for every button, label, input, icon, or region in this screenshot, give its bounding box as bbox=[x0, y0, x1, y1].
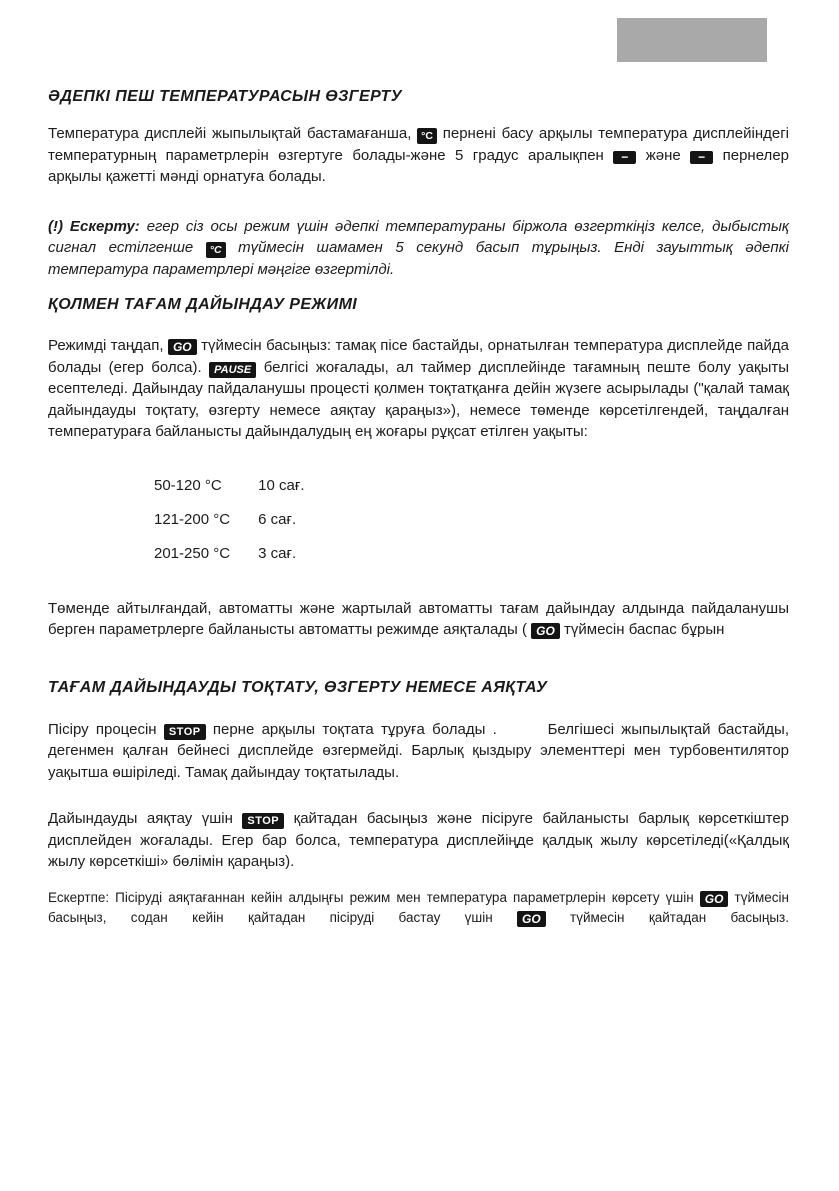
paragraph-default-temperature bbox=[48, 123, 789, 188]
text-run: түймесін баспас бұрын bbox=[564, 621, 725, 638]
go-key-icon: GO bbox=[168, 339, 197, 355]
table-row bbox=[154, 537, 789, 571]
text-run: түймесін шамамен 5 секунд басып тұрыңыз. Енді зауыттық әдепкі температура параметрлері мәңгіге өзгертілді. bbox=[48, 239, 789, 278]
paragraph-footnote bbox=[48, 888, 789, 928]
heading-manual-cooking-mode: ҚОЛМЕН ТАҒАМ ДАЙЫНДАУ РЕЖИМІ bbox=[48, 296, 358, 313]
text-run: Ескертпе: Пісіруді аяқтағаннан кейін алдыңғы режим мен температура параметрлерін көрсету үшін bbox=[48, 889, 694, 905]
heading-change-default-temperature: ӘДЕПКІ ПЕШ ТЕМПЕРАТУРАСЫН ӨЗГЕРТУ bbox=[48, 88, 402, 105]
paragraph-end-cooking bbox=[48, 808, 789, 873]
warning-lead: (!) Ескерту: bbox=[48, 217, 140, 235]
text-run: пернелер арқылы қажетті мәнді орнатуға болады. bbox=[48, 146, 789, 185]
celsius-key-icon: °C bbox=[417, 128, 437, 144]
max-duration: 3 сағ. bbox=[258, 544, 297, 562]
temperature-range: 201-250 °C bbox=[154, 544, 231, 562]
minus-key-icon: − bbox=[613, 151, 636, 164]
table-row bbox=[154, 503, 789, 537]
paragraph-auto-mode bbox=[48, 598, 789, 641]
minus-key-icon: − bbox=[690, 151, 713, 164]
text-run: Дайындауды аяқтау үшін bbox=[48, 810, 233, 827]
go-key-icon: GO bbox=[700, 891, 729, 907]
text-run: Температура дисплейі жыпылықтай бастамағанша, bbox=[48, 125, 412, 142]
stop-key-icon: STOP bbox=[242, 813, 284, 829]
text-run: Режимді таңдап, bbox=[48, 337, 164, 354]
gray-image-placeholder bbox=[617, 18, 767, 62]
table-row bbox=[154, 469, 789, 503]
heading-stop-change-finish: ТАҒАМ ДАЙЫНДАУДЫ ТОҚТАТУ, ӨЗГЕРТУ НЕМЕСЕ АЯҚТАУ bbox=[48, 678, 548, 696]
text-run: егер сіз осы режим үшін әдепкі температураны біржола өзгерткіңіз келсе, дыбыстық сигнал естілгенше bbox=[48, 217, 790, 256]
max-duration: 6 сағ. bbox=[258, 510, 297, 528]
text-run: түймесін басыңыз: тамақ пісе бастайды, орнатылған температура дисплейде пайда болады (егер болса). bbox=[48, 337, 790, 376]
paragraph-pause-cooking bbox=[48, 719, 789, 784]
text-run: Төменде айтылғандай, автоматты және жартылай автоматты тағам дайындау алдында пайдаланушы берген параметрлерге байланысты автоматты режимде аяқталады ( bbox=[48, 599, 789, 638]
text-run: түймесін қайтадан басыңыз. bbox=[570, 909, 789, 925]
stop-key-icon: STOP bbox=[164, 724, 206, 740]
temperature-range: 50-120 °C bbox=[154, 476, 222, 494]
go-key-icon: GO bbox=[531, 623, 560, 639]
paragraph-manual-cooking bbox=[48, 335, 789, 443]
max-duration: 10 сағ. bbox=[258, 476, 305, 494]
text-run: пернені басу арқылы температура дисплейіндегі температурның параметрлерін өзгертуге болады-және 5 градус аралықпен bbox=[48, 125, 790, 164]
celsius-key-icon: °C bbox=[206, 242, 226, 258]
text-run: қайтадан басыңыз және пісіруге байланысты барлық көрсеткіштер дисплейден жоғалады. Егер бар болса, температура дисплейіңде қалдық жылу көрсетіледі(«Қалдық жылу көрсеткіші» бөлімін қараңыз). bbox=[48, 810, 790, 870]
text-run: түймесін басыңыз, содан кейін қайтадан пісіруді бастау үшін bbox=[48, 889, 789, 925]
text-run: және bbox=[645, 146, 681, 164]
text-run: Пісіру процесін bbox=[48, 720, 157, 738]
temperature-range: 121-200 °C bbox=[154, 510, 231, 528]
pause-key-icon: PAUSE bbox=[209, 362, 256, 378]
text-run: перне арқылы тоқтата тұруға болады . Белгішесі жыпылықтай бастайды, дегенмен қалған бейнесі дисплейде өзгермейді. Барлық қыздыру элементтері мен турбовентилятор уақытша өшіріледі. Тамақ дайындау тоқтатылады. bbox=[48, 720, 790, 781]
text-run: белгісі жоғалады, ал таймер дисплейінде тағамның пеште болу уақыты есептеледі. Дайындау пайдаланушы процесті қолмен тоқтатқанға дейін жүзеге асырылады ("қалай тамақ дайындауды тоқтату, өзгерту немесе аяқтау қараңыз»), немесе төменде көрсетілгендей, таңдалған температураға байланысты дайындалудың ең жоғары рұқсат етілген уақыты: bbox=[48, 358, 790, 440]
temperature-limit-table bbox=[48, 469, 789, 571]
paragraph-warning-note bbox=[48, 216, 789, 281]
go-key-icon: GO bbox=[517, 911, 546, 927]
